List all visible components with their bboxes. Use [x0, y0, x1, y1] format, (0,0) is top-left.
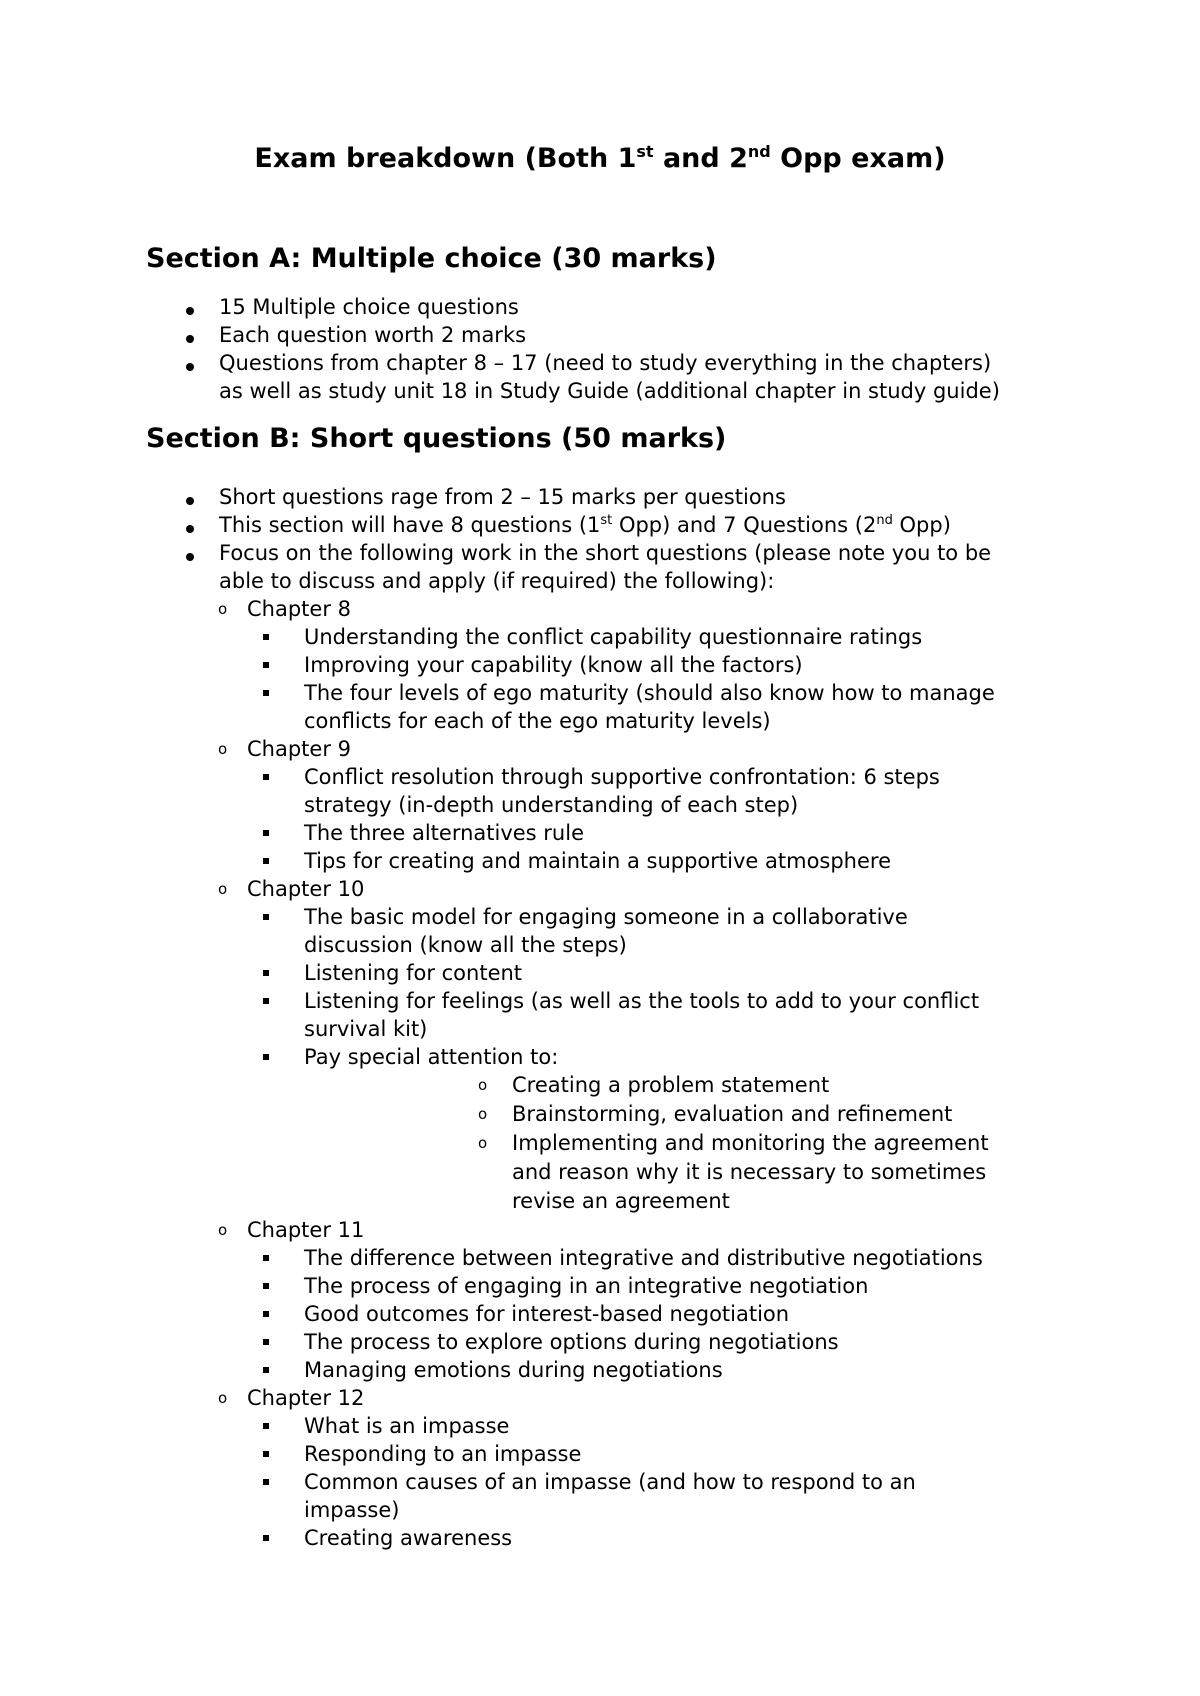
- disc-bullet: [186, 335, 194, 343]
- square-bullet: [263, 914, 269, 920]
- section-b-heading: Section B: Short questions (50 marks): [146, 423, 727, 454]
- square-bullet: [263, 858, 269, 864]
- circle-bullet: o: [218, 1221, 228, 1239]
- attention-item: Implementing and monitoring the agreement: [512, 1131, 989, 1155]
- chapter-10-label: Chapter 10: [247, 877, 365, 901]
- chapter-10-item-continued: survival kit): [304, 1017, 428, 1041]
- square-bullet: [263, 970, 269, 976]
- chapter-12-label: Chapter 12: [247, 1386, 365, 1410]
- section-b-item-continued: able to discuss and apply (if required) the following):: [219, 569, 775, 593]
- chapter-10-item: Listening for feelings (as well as the tools to add to your conflict: [304, 989, 980, 1013]
- chapter-12-item: Common causes of an impasse (and how to respond to an: [304, 1470, 916, 1494]
- square-bullet: [263, 1283, 269, 1289]
- chapter-8-label: Chapter 8: [247, 597, 351, 621]
- circle-bullet: o: [478, 1134, 488, 1152]
- chapter-9-item: Conflict resolution through supportive confrontation: 6 steps: [304, 765, 940, 789]
- chapter-11-item: Managing emotions during negotiations: [304, 1358, 723, 1382]
- disc-bullet: [186, 307, 194, 315]
- attention-item-continued: and reason why it is necessary to sometimes: [512, 1160, 987, 1184]
- chapter-8-item: Improving your capability (know all the factors): [304, 653, 803, 677]
- square-bullet: [263, 662, 269, 668]
- square-bullet: [263, 830, 269, 836]
- circle-bullet: o: [478, 1076, 488, 1094]
- section-a-item: Questions from chapter 8 – 17 (need to study everything in the chapters): [219, 351, 992, 375]
- chapter-10-item: The basic model for engaging someone in a collaborative: [304, 905, 908, 929]
- circle-bullet: o: [218, 880, 228, 898]
- circle-bullet: o: [218, 600, 228, 618]
- square-bullet: [263, 690, 269, 696]
- chapter-12-item: What is an impasse: [304, 1414, 510, 1438]
- chapter-8-item: Understanding the conflict capability questionnaire ratings: [304, 625, 923, 649]
- section-a-item-continued: as well as study unit 18 in Study Guide (additional chapter in study guide): [219, 379, 1000, 403]
- square-bullet: [263, 1479, 269, 1485]
- square-bullet: [263, 1311, 269, 1317]
- chapter-9-label: Chapter 9: [247, 737, 351, 761]
- square-bullet: [263, 774, 269, 780]
- chapter-9-item-continued: strategy (in-depth understanding of each step): [304, 793, 799, 817]
- disc-bullet: [186, 525, 194, 533]
- chapter-8-item: The four levels of ego maturity (should also know how to manage: [304, 681, 995, 705]
- attention-item-continued: revise an agreement: [512, 1189, 730, 1213]
- chapter-12-item: Creating awareness: [304, 1526, 513, 1550]
- chapter-10-item: Listening for content: [304, 961, 523, 985]
- chapter-11-label: Chapter 11: [247, 1218, 365, 1242]
- chapter-11-item: The difference between integrative and distributive negotiations: [304, 1246, 983, 1270]
- square-bullet: [263, 1423, 269, 1429]
- square-bullet: [263, 634, 269, 640]
- square-bullet: [263, 1339, 269, 1345]
- section-a-item: 15 Multiple choice questions: [219, 295, 519, 319]
- chapter-8-item-continued: conflicts for each of the ego maturity levels): [304, 709, 771, 733]
- section-b-item: Focus on the following work in the short questions (please note you to be: [219, 541, 992, 565]
- attention-item: Creating a problem statement: [512, 1073, 830, 1097]
- document-title: Exam breakdown (Both 1st and 2nd Opp exam): [254, 142, 946, 174]
- square-bullet: [263, 1535, 269, 1541]
- chapter-11-item: Good outcomes for interest-based negotiation: [304, 1302, 790, 1326]
- chapter-10-item: Pay special attention to:: [304, 1045, 559, 1069]
- chapter-9-item: The three alternatives rule: [304, 821, 584, 845]
- square-bullet: [263, 1255, 269, 1261]
- section-a-heading: Section A: Multiple choice (30 marks): [146, 243, 717, 274]
- section-a-item: Each question worth 2 marks: [219, 323, 527, 347]
- attention-item: Brainstorming, evaluation and refinement: [512, 1102, 953, 1126]
- section-b-item: Short questions rage from 2 – 15 marks per questions: [219, 485, 786, 509]
- square-bullet: [263, 998, 269, 1004]
- square-bullet: [263, 1451, 269, 1457]
- disc-bullet: [186, 363, 194, 371]
- circle-bullet: o: [218, 740, 228, 758]
- chapter-12-item: Responding to an impasse: [304, 1442, 582, 1466]
- circle-bullet: o: [478, 1105, 488, 1123]
- section-b-item: This section will have 8 questions (1st Opp) and 7 Questions (2nd Opp): [219, 513, 951, 537]
- chapter-12-item-continued: impasse): [304, 1498, 400, 1522]
- chapter-9-item: Tips for creating and maintain a supportive atmosphere: [304, 849, 892, 873]
- circle-bullet: o: [218, 1389, 228, 1407]
- square-bullet: [263, 1367, 269, 1373]
- chapter-11-item: The process to explore options during negotiations: [304, 1330, 839, 1354]
- square-bullet: [263, 1054, 269, 1060]
- disc-bullet: [186, 497, 194, 505]
- disc-bullet: [186, 553, 194, 561]
- chapter-10-item-continued: discussion (know all the steps): [304, 933, 627, 957]
- chapter-11-item: The process of engaging in an integrative negotiation: [304, 1274, 869, 1298]
